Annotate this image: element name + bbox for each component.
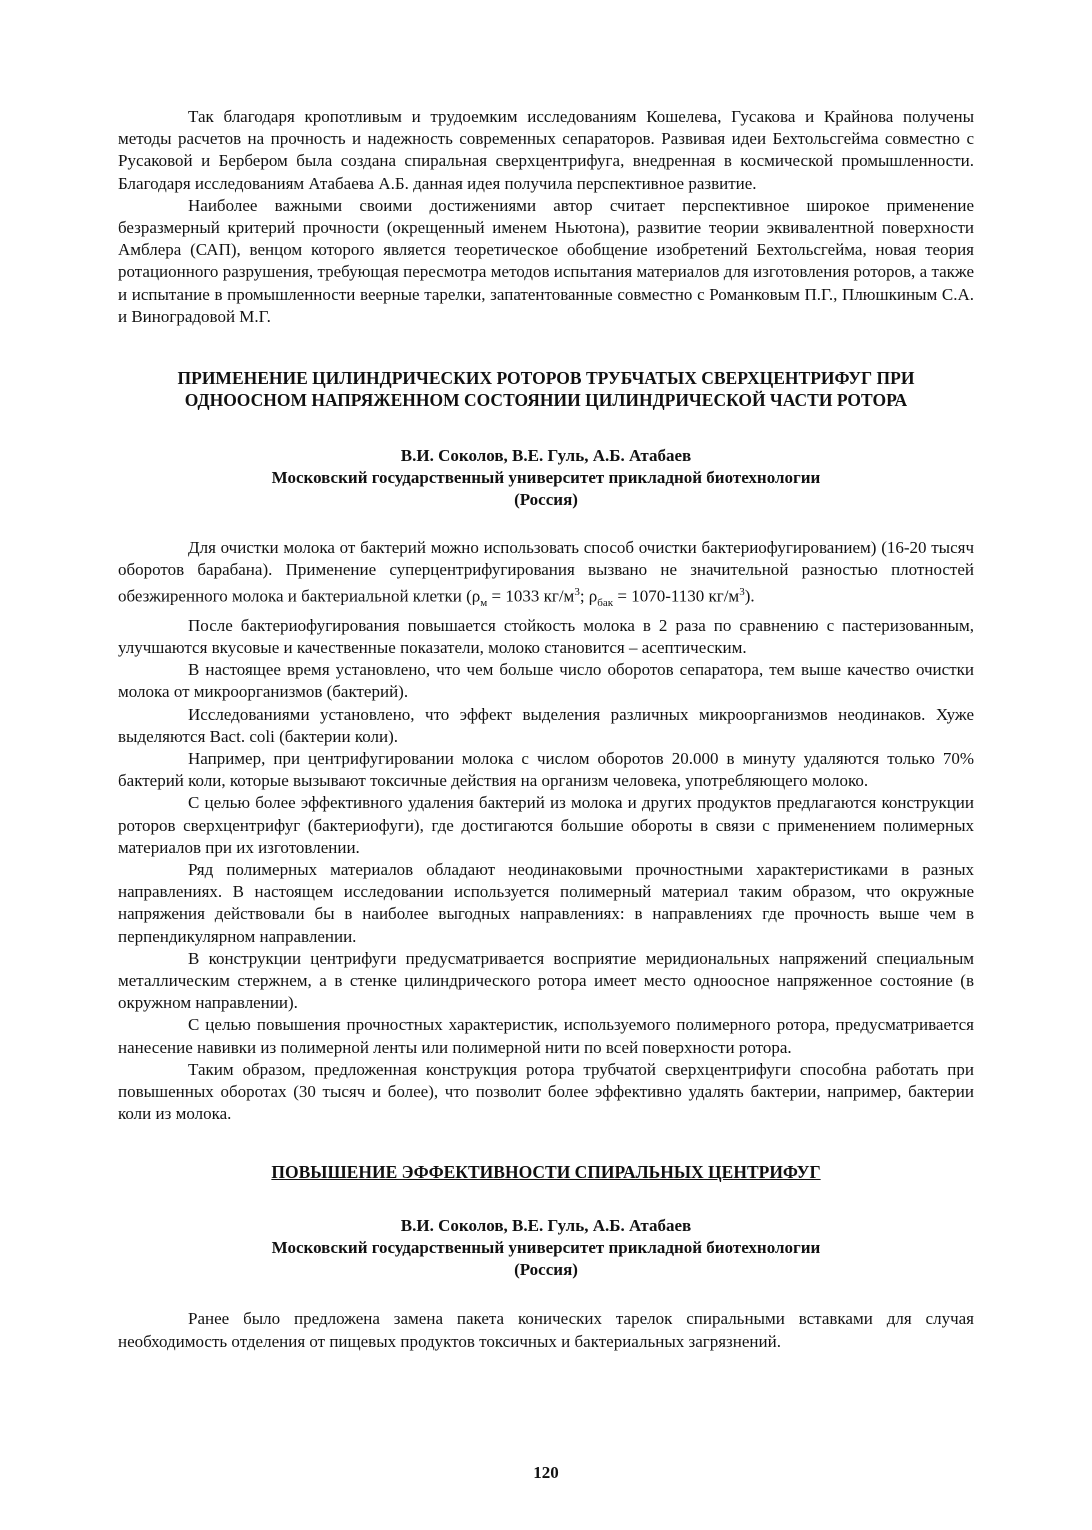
section-2-title: ПОВЫШЕНИЕ ЭФФЕКТИВНОСТИ СПИРАЛЬНЫХ ЦЕНТРИФУГ — [271, 1162, 821, 1183]
section-1-paragraph-8: В конструкции центрифуги предусматривается восприятие меридиональных напряжений специальным металлическим стержнем, а в стенке цилиндрического ротора имеет место одноосное напряженное состояние (в окружном направлении). — [118, 948, 974, 1013]
paragraph-1-end: ). — [744, 587, 755, 607]
section-1-paragraph-6: С целью более эффективного удаления бактерий из молока и других продуктов предлагаются конструкции роторов сверхцентрифуг (бактериофуги), где достигаются большие обороты в связи с применением полимерных материалов при их изготовлении. — [118, 793, 974, 857]
section-1-paragraph-10: Таким образом, предложенная конструкция ротора трубчатой сверхцентрифуги способна работать при повышенных оборотах (30 тысяч и более), что позволит более эффективно удалять бактерии, например, бактерии коли из молока. — [118, 1059, 974, 1124]
section-1-title-line-2: ОДНООСНОМ НАПРЯЖЕННОМ СОСТОЯНИИ ЦИЛИНДРИЧЕСКОЙ ЧАСТИ РОТОРА — [184, 390, 908, 411]
rho-milk-subscript: м — [480, 597, 488, 610]
section-2-country: (Россия) — [514, 1260, 578, 1280]
cube-superscript: 3 — [739, 586, 745, 599]
section-2 — [118, 1161, 974, 1352]
section-1-affiliation: Московский государственный университет прикладной биотехнологии — [271, 468, 821, 488]
rho-bacteria-subscript: бак — [597, 597, 614, 610]
cube-superscript: 3 — [574, 586, 580, 599]
page-content — [118, 106, 974, 1353]
section-1-paragraph-3: В настоящее время установлено, что чем больше число оборотов сепаратора, тем выше качество очистки молока от микроорганизмов (бактерий). — [118, 660, 974, 702]
section-1-country: (Россия) — [514, 490, 578, 510]
paragraph-1-text: Для очистки молока от бактерий можно использовать способ очистки бактериофугированием) (16-20 тысяч оборотов барабана). Применение суперцентрифугирования вызвано не значительной разностью плотностей обезжиренного молока и бактериальной клетки ( — [118, 538, 974, 607]
intro-paragraph-1: Так благодаря кропотливым и трудоемким исследованиям Кошелева, Гусакова и Крайнова получены методы расчетов на прочность и надежность современных сепараторов. Развивая идеи Бехтольсгейма совместно с Русаковой и Бербером была создана спиральная сверхцентрифуга, внедренная в космической промышленности. Благодаря исследованиям Атабаева А.Б. данная идея получила перспективное развитие. — [118, 107, 974, 193]
section-1 — [118, 367, 974, 1125]
section-1-paragraph-1 — [118, 537, 974, 615]
section-1-paragraph-9: С целью повышения прочностных характеристик, используемого полимерного ротора, предусматривается нанесение навивки из полимерной ленты или полимерной нити по всей поверхности ротора. — [118, 1015, 974, 1057]
rho-separator: ; — [579, 587, 589, 607]
section-1-paragraph-4: Исследованиями установлено, что эффект выделения различных микроорганизмов неодинаков. Хуже выделяются Bact. coli (бактерии коли). — [118, 704, 974, 746]
section-1-body — [118, 537, 974, 1125]
section-1-paragraph-5: Например, при центрифугировании молока с числом оборотов 20.000 в минуту удаляются только 70% бактерий коли, которые вызывают токсичные действия на организм человека, употребляющего молоко. — [118, 748, 974, 791]
intro-section — [118, 106, 974, 328]
rho-symbol: ρ — [588, 587, 598, 607]
section-2-authors: В.И. Соколов, В.Е. Гуль, А.Б. Атабаев — [400, 1216, 692, 1236]
section-1-title — [118, 367, 974, 411]
section-1-title-line-1: ПРИМЕНЕНИЕ ЦИЛИНДРИЧЕСКИХ РОТОРОВ ТРУБЧАТЫХ СВЕРХЦЕНТРИФУГ ПРИ — [177, 368, 915, 389]
section-1-paragraph-7: Ряд полимерных материалов обладают неодинаковыми прочностными характеристиками в разных направлениях. В настоящем исследовании используется полимерный материал таким образом, что окружные напряжения действовали бы в наиболее выгодных направлениях: в направлениях где прочность выше чем в перпендикулярном направлении. — [118, 859, 974, 946]
page-number: 120 — [533, 1463, 559, 1482]
rho-bacteria-value: = 1070-1130 кг/м — [613, 587, 740, 607]
rho-symbol: ρ — [471, 587, 481, 607]
section-2-body — [118, 1308, 974, 1352]
section-1-paragraph-2: После бактериофугирования повышается стойкость молока в 2 раза по сравнению с пастеризованным, улучшаются вкусовые и качественные показатели, молоко становится – асептическим. — [118, 615, 974, 657]
section-1-authors: В.И. Соколов, В.Е. Гуль, А.Б. Атабаев — [400, 446, 692, 466]
rho-milk-value: = 1033 кг/м — [487, 587, 575, 607]
section-2-paragraph-1: Ранее было предложена замена пакета конических тарелок спиральными вставками для случая необходимость отделения от пищевых продуктов токсичных и бактериальных загрязнений. — [118, 1309, 974, 1351]
intro-paragraph-2: Наиболее важными своими достижениями автор считает перспективное широкое применение безразмерный критерий прочности (окрещенный именем Ньютона), развитие теории эквивалентной поверхности Амблера (САП), венцом которого является теоретическое обобщение изобретений Бехтольсгейма, новая теория ротационного разрушения, требующая пересмотра методов испытания материалов для изготовления роторов, а также и испытание в промышленности веерные тарелки, запатентованные совместно с Романковым П.Г., Плюшкиным С.А. и Виноградовой М.Г. — [118, 195, 974, 326]
section-2-affiliation: Московский государственный университет прикладной биотехнологии — [271, 1238, 821, 1258]
